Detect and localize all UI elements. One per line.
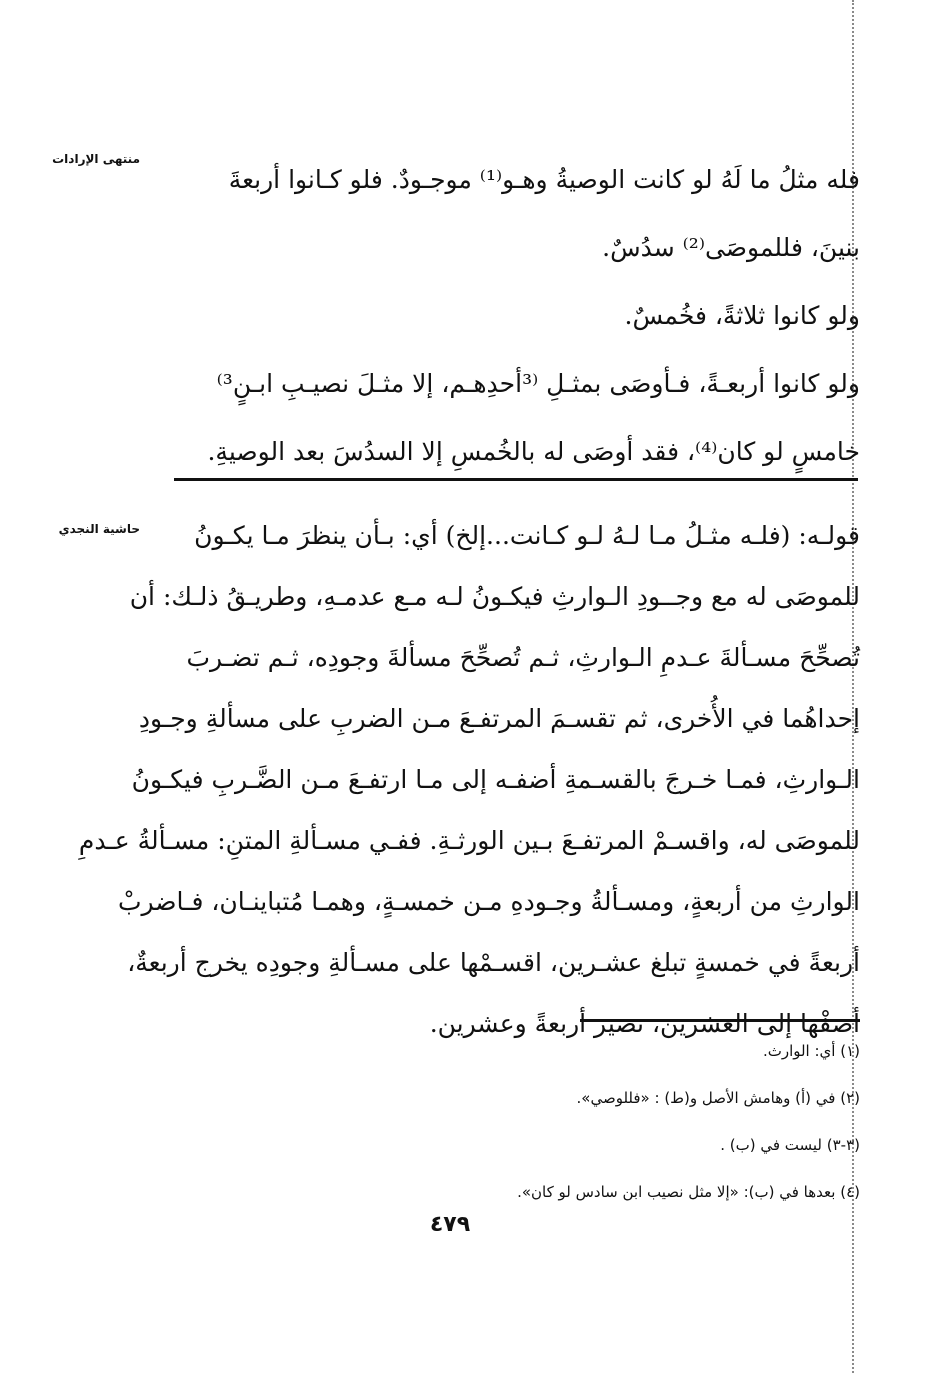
commentary-line: الوارثِ من أربعةٍ، ومسـألةُ وجـودهِ مـن خمسـةٍ، وهمـا مُتباينـان، فـاضربْ [117, 887, 860, 916]
footnote-divider [580, 1019, 860, 1022]
section-divider [174, 478, 858, 481]
side-label-matn: منتهى الإرادات [52, 152, 140, 166]
footnotes [420, 1028, 860, 1216]
main-text-line: بنينَ، فللموصَى⁽²⁾ سدُسٌ. [602, 233, 860, 262]
commentary-line: الـوارثِ، فمـا خـرجَ بالقسـمةِ أضفـه إلى مـا ارتفـعَ مـن الضَّـربِ فيكـونُ [131, 765, 860, 794]
main-text-line: ولو كانوا ثلاثةً، فخُمسٌ. [624, 301, 860, 330]
commentary-line: أضفْها إلى العشرين، تصير أربعةً وعشرين. [429, 1009, 860, 1038]
footnote: (١) أي: الوارث. [762, 1042, 860, 1060]
main-text-line: خامسٍ لو كان⁽⁴⁾، فقد أوصَى له بالخُمسِ إلا السدُسَ بعد الوصيةِ. [207, 437, 860, 466]
side-label-commentary: حاشية النجدي [58, 522, 140, 536]
commentary-line: تُصحِّحَ مسـألةَ عـدمِ الـوارثِ، ثـم تُصحِّحَ مسألةَ وجودِه، ثـم تضـربَ [186, 643, 860, 672]
commentary-line: للموصَى له مع وجــودِ الـوارثِ فيكـونُ لـه مـع عدمـهِ، وطريـقُ ذلـك: أن [129, 582, 860, 611]
commentary-line: أربعةً في خمسةٍ تبلغ عشـرين، اقسـمْها على مسـألةِ وجودِه يخرج أربعةٌ، [127, 948, 860, 977]
footnote: (٢) في (أ) وهامش الأصل و(ط) : «فللوصي». [576, 1089, 860, 1107]
main-text-line: فله مثلُ ما لَهُ لو كانت الوصيةُ وهـو⁽¹⁾ موجـودٌ. فلو كـانوا أربعةَ [228, 165, 860, 194]
main-text [170, 146, 860, 486]
page-number: ٤٧٩ [429, 1212, 471, 1237]
footnote: (٤) بعدها في (ب): «إلا مثل نصيب ابن سادس لو كان». [517, 1183, 860, 1201]
main-text-line: ولو كانوا أربعـةً، فـأوصَى بمثـلِ ⁽³أحدِهـم، إلا مثـلَ نصيـبِ ابـنٍ³⁾ [216, 369, 860, 398]
footnote: (٣-٣) ليست في (ب) . [720, 1136, 860, 1154]
commentary-line: قولـه: (فلـه مثـلُ مـا لـهُ لـو كـانت...إلخ) أي: بـأن ينظرَ مـا يكـونُ [194, 521, 860, 550]
commentary-line: إحداهُما في الأُخرى، ثم تقسـمَ المرتفـعَ مـن الضربِ على مسألةِ وجـودِ [138, 704, 860, 733]
commentary-line: للموصَى له، واقسـمْ المرتفـعَ بـين الورثـةِ. ففـي مسـألةِ المتنِ: مسـألةُ عـدمِ [78, 826, 860, 855]
